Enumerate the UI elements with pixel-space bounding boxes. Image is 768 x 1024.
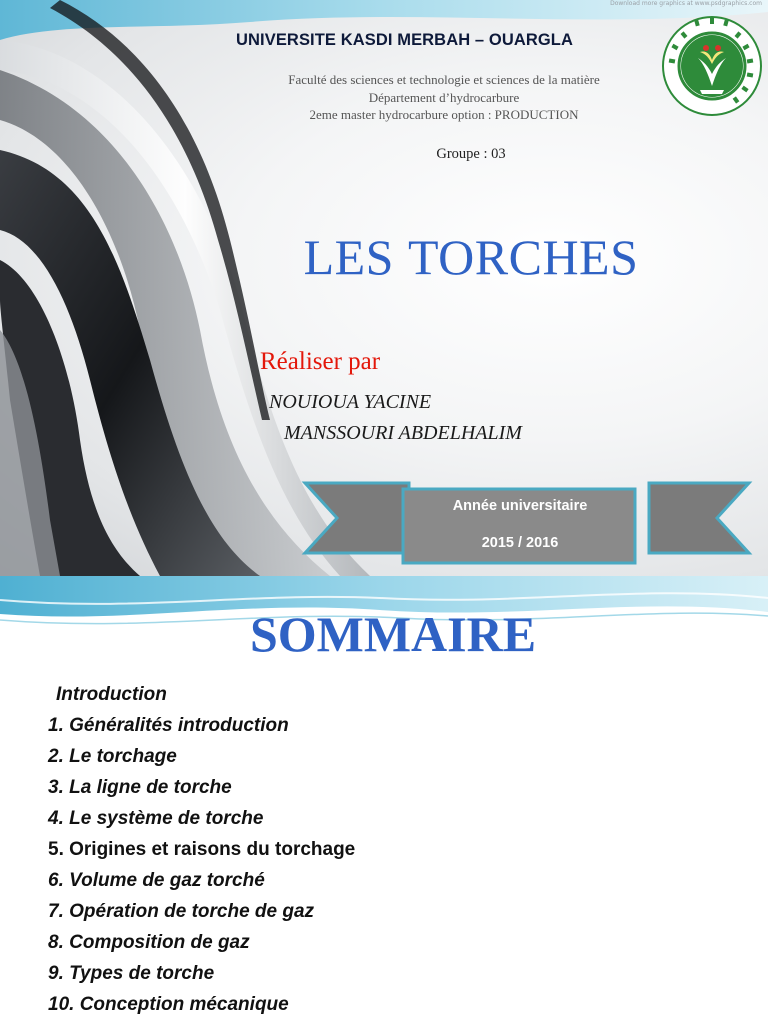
summary-title: SOMMAIRE — [249, 606, 537, 662]
summary-item: 4. Le système de torche — [48, 808, 264, 829]
academic-year-value: 2015 / 2016 — [481, 535, 559, 551]
university-seal-icon — [660, 14, 764, 118]
summary-item: 6. Volume de gaz torché — [48, 870, 265, 891]
academic-year-label: Année universitaire — [452, 498, 588, 514]
summary-item: 7. Opération de torche de gaz — [48, 901, 315, 922]
summary-item: 1. Généralités introduction — [48, 715, 289, 736]
university-name: UNIVERSITE KASDI MERBAH – OUARGLA — [236, 31, 573, 49]
summary-item: 3. La ligne de torche — [48, 777, 232, 798]
summary-item: 2. Le torchage — [48, 746, 177, 767]
faculty-line: Faculté des sciences et technologie et sciences de la matière — [288, 72, 600, 87]
title-part-les: LES — [303, 229, 394, 285]
summary-list — [0, 576, 768, 1024]
credit-text: Download more graphics at www.psdgraphics.com — [610, 0, 762, 7]
slide-title — [240, 228, 702, 286]
title-part-torches: TORCHES — [408, 229, 639, 285]
summary-item: 9. Types de torche — [48, 963, 215, 984]
summary-item: Introduction — [56, 684, 167, 705]
program-line: 2eme master hydrocarbure option : PRODUCTION — [309, 107, 579, 122]
summary-item: 5. Origines et raisons du torchage — [48, 839, 356, 860]
group-label: Groupe : 03 — [436, 146, 506, 162]
author-name: MANSSOURI ABDELHALIM — [284, 422, 522, 444]
summary-slide — [0, 576, 768, 1024]
author-name: NOUIOUA YACINE — [269, 391, 432, 413]
year-ribbon — [299, 473, 755, 573]
department-line: Département d’hydrocarbure — [368, 90, 520, 105]
summary-item: 10. Conception mécanique — [48, 994, 289, 1015]
summary-item: 8. Composition de gaz — [48, 932, 250, 953]
made-by-label: Réaliser par — [260, 348, 381, 375]
